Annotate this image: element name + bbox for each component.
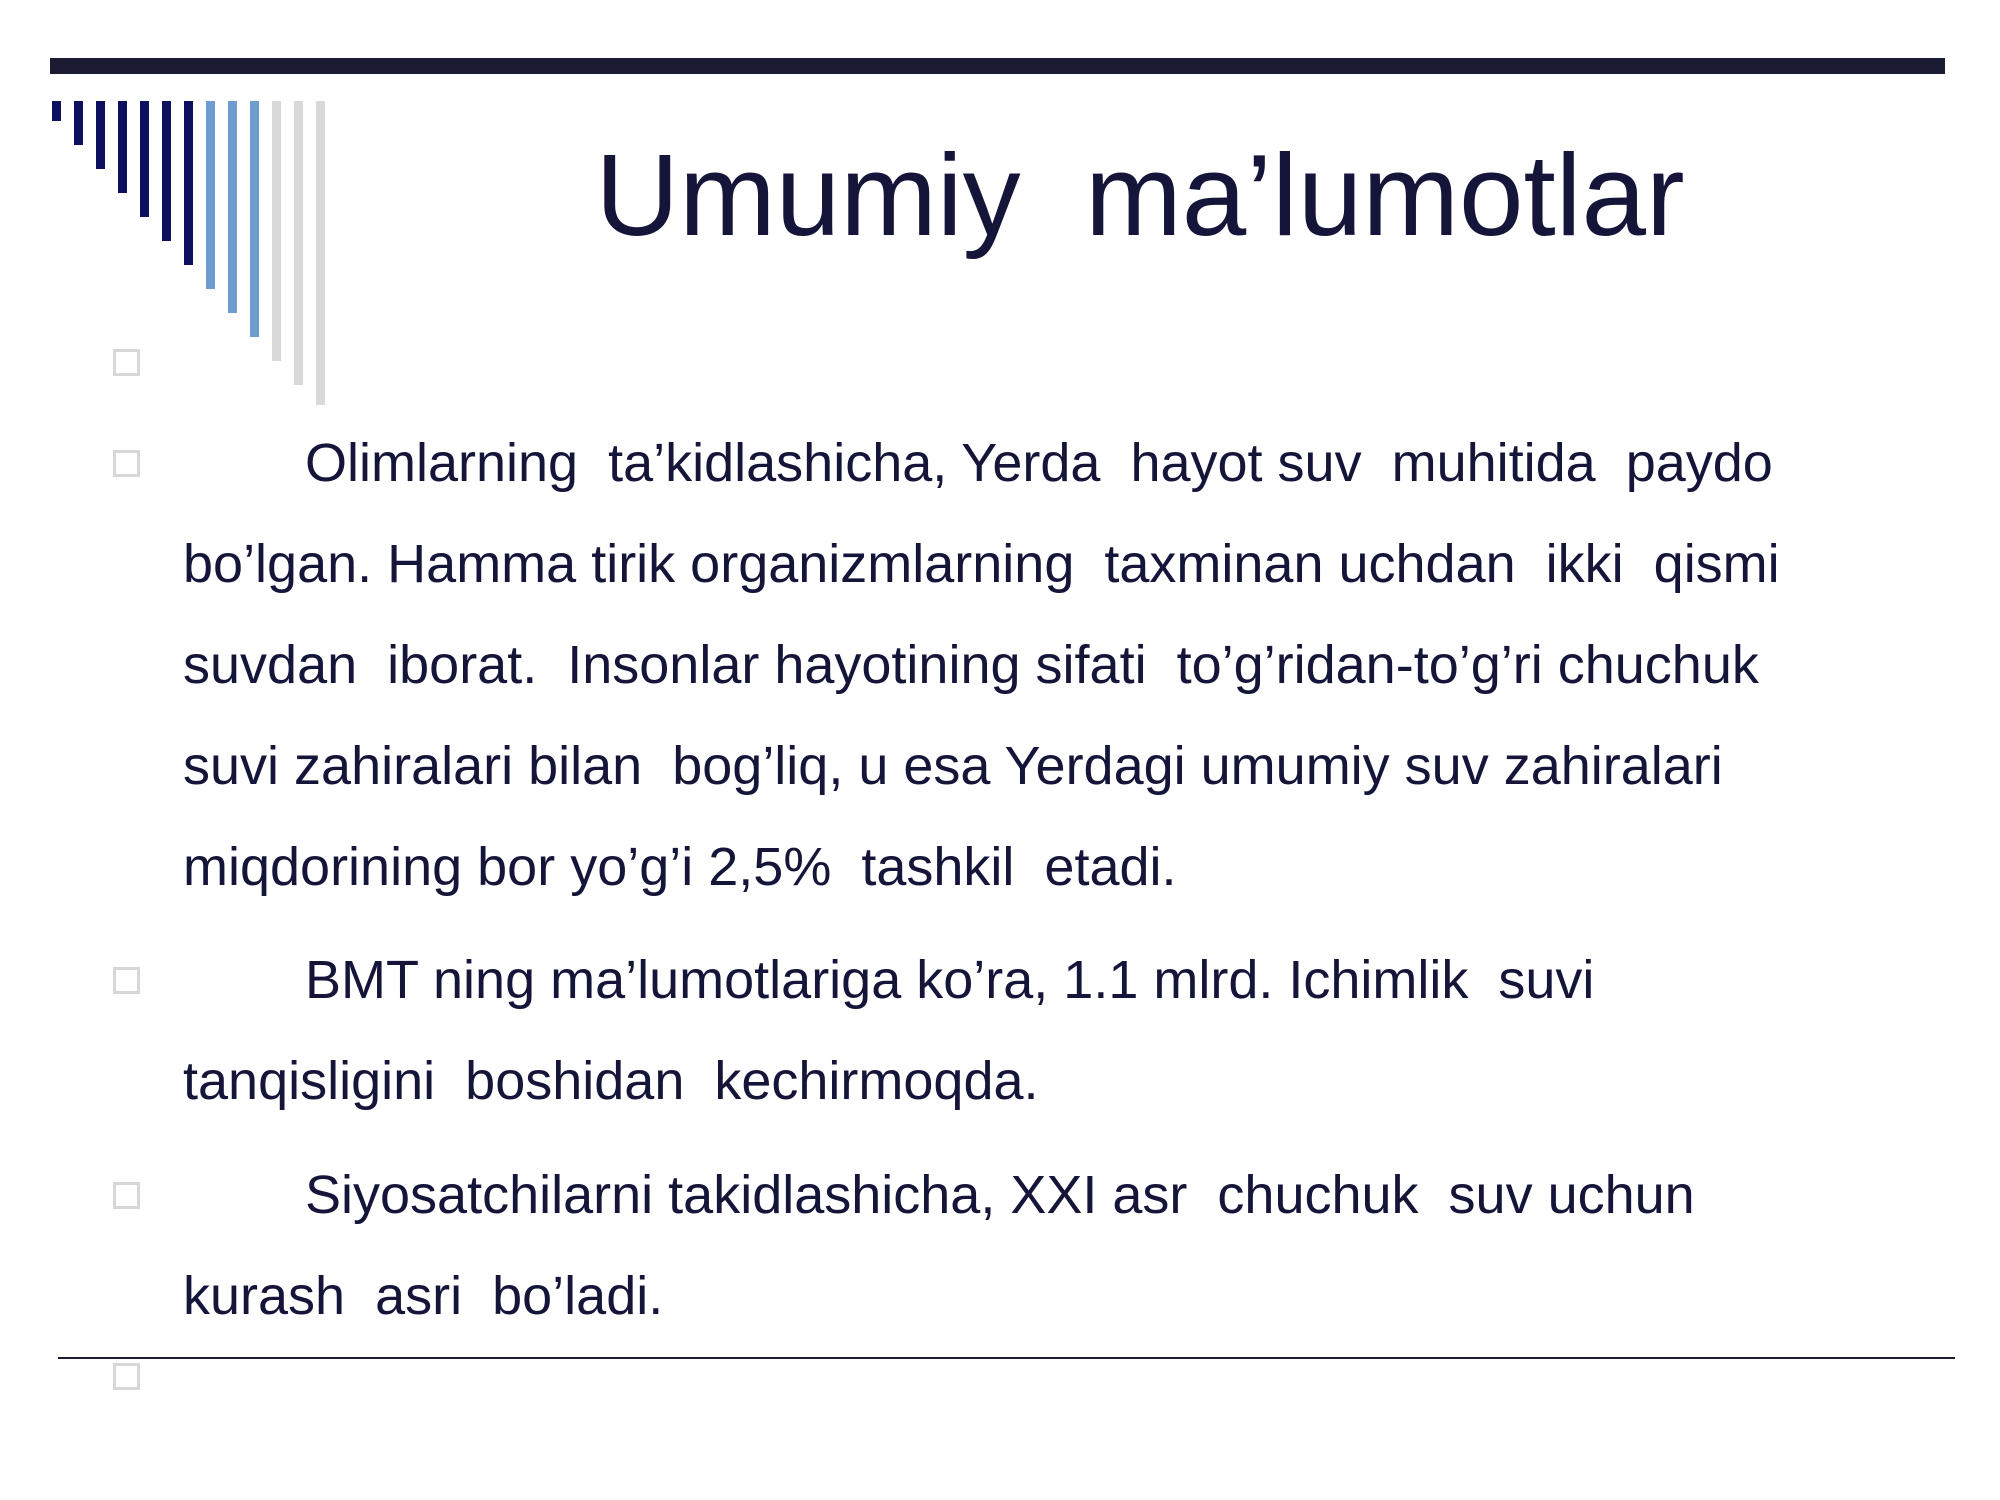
paragraph-line: suvi zahiralari bilan bog’liq, u esa Yerdagi umumiy suv zahiralari xyxy=(183,736,1723,796)
bullet-icon xyxy=(113,967,140,994)
paragraph-line: Siyosatchilarni takidlashicha, XXI asr chuchuk suv uchun xyxy=(305,1165,1695,1225)
stripe xyxy=(316,101,325,405)
bullet-icon xyxy=(113,1182,140,1209)
paragraph-line: bo’lgan. Hamma tirik organizmlarning taxminan uchdan ikki qismi xyxy=(183,534,1780,594)
stripe xyxy=(118,101,127,193)
bullet-icon xyxy=(113,1363,140,1390)
paragraph-line: tanqisligini boshidan kechirmoqda. xyxy=(183,1051,1039,1111)
stripe xyxy=(206,101,215,289)
stripe xyxy=(96,101,105,169)
bullet-icon xyxy=(113,349,140,376)
bottom-rule xyxy=(58,1357,1955,1359)
stripe xyxy=(228,101,237,313)
stripe xyxy=(74,101,83,145)
paragraph-line: kurash asri bo’ladi. xyxy=(183,1266,664,1326)
paragraph-line: miqdorining bor yo’g’i 2,5% tashkil etadi. xyxy=(183,837,1177,897)
stripe xyxy=(294,101,303,385)
stripe xyxy=(52,101,61,121)
paragraph-line: BMT ning ma’lumotlariga ko’ra, 1.1 mlrd. Ichimlik suvi xyxy=(305,950,1595,1010)
stripe xyxy=(272,101,281,361)
paragraph-line: suvdan iborat. Insonlar hayotining sifati to’g’ridan-to’g’ri chuchuk xyxy=(183,635,1759,695)
bullet-icon xyxy=(113,450,140,477)
slide-title: Umumiy ma’lumotlar xyxy=(595,130,1685,260)
stripe xyxy=(140,101,149,217)
paragraph-line: Olimlarning ta’kidlashicha, Yerda hayot suv muhitida paydo xyxy=(305,433,1773,493)
stripe xyxy=(250,101,259,337)
decorative-stripes xyxy=(0,0,340,410)
stripe xyxy=(184,101,193,265)
stripe xyxy=(162,101,171,241)
